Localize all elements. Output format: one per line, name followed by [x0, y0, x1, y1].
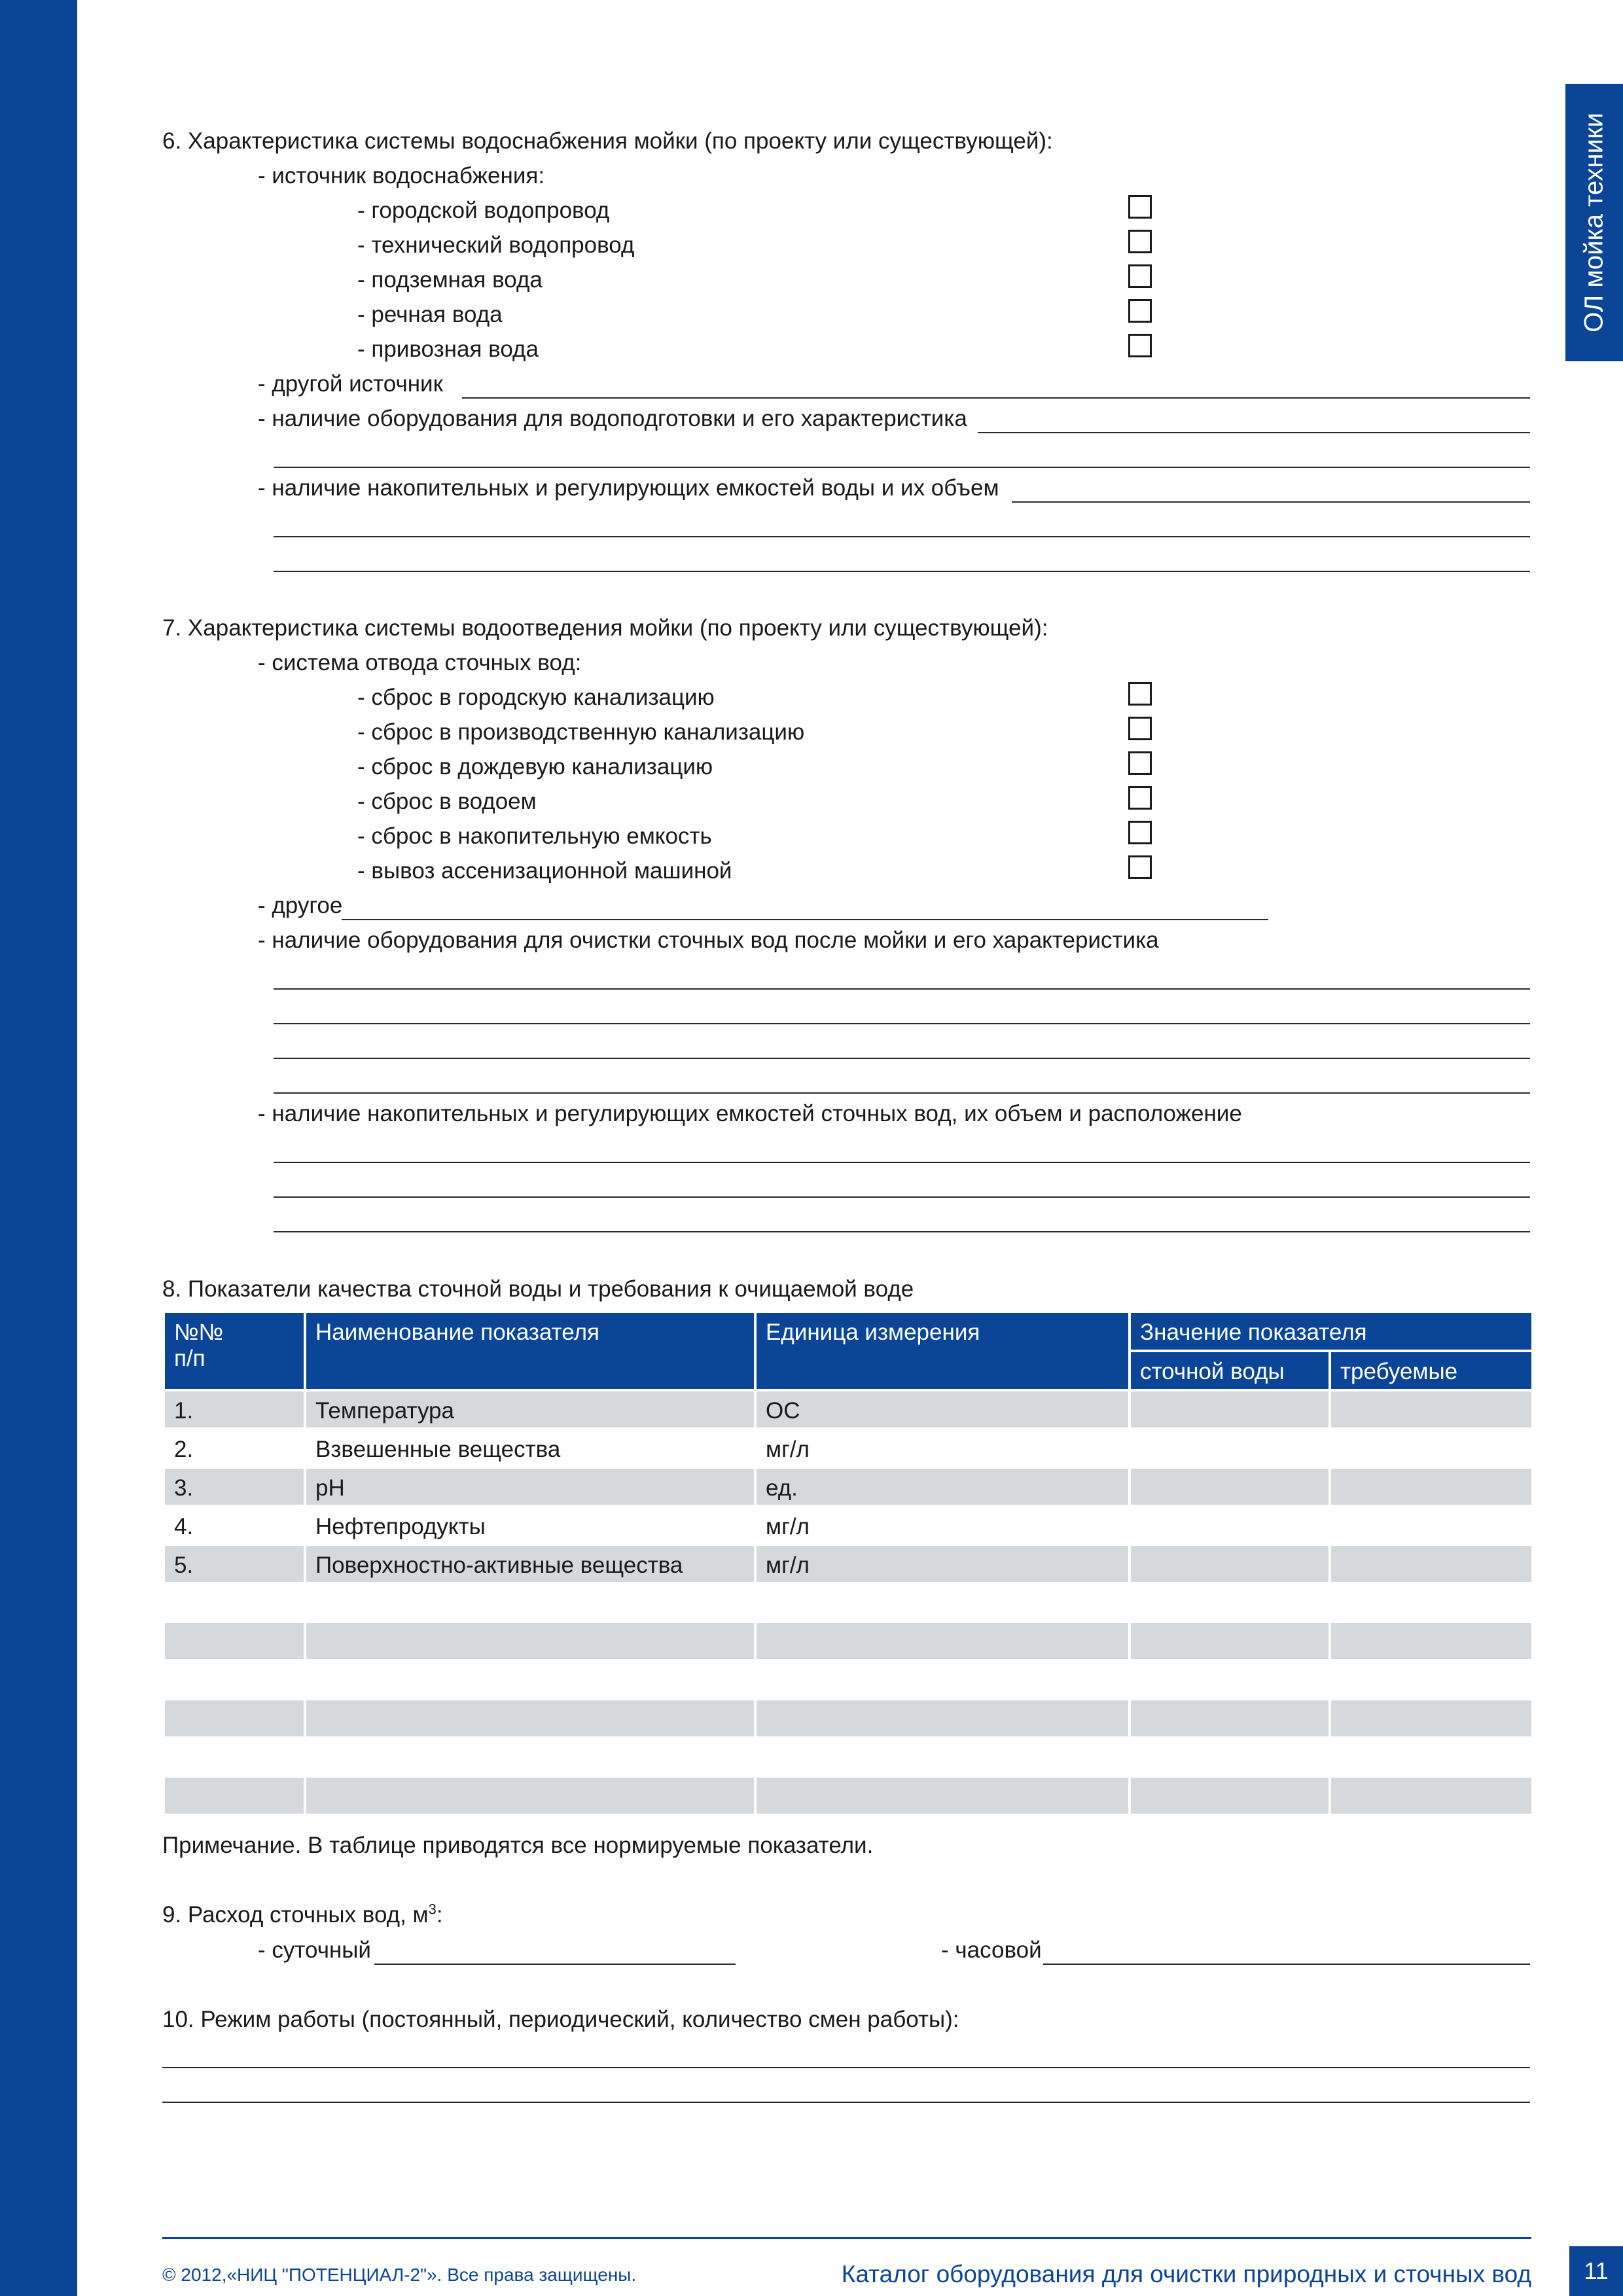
- option-city-sewer: - сброс в городскую канализацию: [357, 685, 715, 710]
- table-header-value-required: требуемые: [1331, 1352, 1531, 1389]
- table-row-2-required-value[interactable]: [1331, 1430, 1531, 1466]
- table-row-1-num: 1.: [165, 1391, 304, 1427]
- daily-flow-label: - суточный: [258, 1937, 371, 1963]
- hourly-flow-field[interactable]: [1043, 1964, 1530, 1965]
- checkbox-city-sewer[interactable]: [1128, 682, 1152, 706]
- water-source-label: - источник водоснабжения:: [258, 163, 545, 188]
- section-8-title: 8. Показатели качества сточной воды и требования к очищаемой воде: [162, 1276, 914, 1302]
- option-storage-tank: - сброс в накопительную емкость: [357, 823, 712, 849]
- wastewater-treatment-field-line-4[interactable]: [274, 1092, 1530, 1094]
- option-delivered-water: - привозная вода: [357, 336, 539, 362]
- table-empty-row-cell[interactable]: [1131, 1623, 1329, 1659]
- table-row-2-name: Взвешенные вещества: [315, 1437, 561, 1462]
- water-treatment-field-line-2[interactable]: [274, 467, 1530, 468]
- section-side-tab-label: ОЛ мойка техники: [1579, 113, 1609, 332]
- table-header-value-waste: сточной воды: [1131, 1352, 1329, 1389]
- section-9-title-colon: :: [436, 1902, 443, 1928]
- water-tanks-label: - наличие накопительных и регулирующих емкостей воды и их объем: [258, 475, 999, 501]
- section-9-title: [162, 1902, 443, 1928]
- wastewater-tanks-field-line-1[interactable]: [274, 1162, 1530, 1163]
- wastewater-treatment-label: - наличие оборудования для очистки сточных вод после мойки и его характеристика: [258, 927, 1159, 953]
- table-row-2-unit: мг/л: [766, 1437, 810, 1462]
- wastewater-treatment-field-line-1[interactable]: [274, 988, 1530, 990]
- table-empty-row-cell[interactable]: [165, 1700, 304, 1736]
- section-6-title: 6. Характеристика системы водоснабжения мойки (по проекту или существующей):: [162, 128, 1053, 154]
- table-header-number-line-1: №№: [174, 1319, 224, 1345]
- table-header-number-line-2: п/п: [174, 1346, 205, 1371]
- checkbox-city-water[interactable]: [1128, 195, 1152, 219]
- checkbox-delivered-water[interactable]: [1128, 334, 1152, 357]
- table-row-2-waste-value[interactable]: [1131, 1430, 1329, 1466]
- option-ground-water: - подземная вода: [357, 267, 543, 293]
- wastewater-tanks-field-line-2[interactable]: [274, 1196, 1530, 1198]
- work-mode-field-line-1[interactable]: [162, 2067, 1530, 2068]
- option-industrial-sewer: - сброс в производственную канализацию: [357, 719, 805, 745]
- table-row-4-unit: мг/л: [766, 1514, 810, 1539]
- checkbox-ground-water[interactable]: [1128, 264, 1152, 288]
- wastewater-treatment-field-line-3[interactable]: [274, 1058, 1530, 1059]
- table-row-3-num: 3.: [165, 1469, 304, 1505]
- work-mode-field-line-2[interactable]: [162, 2102, 1530, 2103]
- other-source-label: - другой источник: [258, 371, 443, 397]
- left-brand-bar: [0, 0, 77, 2296]
- table-empty-row-cell[interactable]: [306, 1778, 754, 1814]
- table-row-4-waste-value[interactable]: [1131, 1507, 1329, 1543]
- water-treatment-field[interactable]: [978, 432, 1530, 433]
- table-empty-row-cell[interactable]: [306, 1623, 754, 1659]
- table-empty-row-cell[interactable]: [1131, 1778, 1329, 1814]
- table-row-3-required-value[interactable]: [1331, 1469, 1531, 1505]
- option-technical-water: - технический водопровод: [357, 232, 635, 258]
- table-empty-row-cell[interactable]: [1331, 1623, 1531, 1659]
- table-row-4-name: Нефтепродукты: [315, 1514, 486, 1539]
- table-row-5-waste-value[interactable]: [1131, 1546, 1329, 1582]
- table-row-1-waste-value[interactable]: [1131, 1391, 1329, 1427]
- other-drainage-field[interactable]: [342, 919, 1268, 920]
- table-row-1-required-value[interactable]: [1331, 1391, 1531, 1427]
- option-storm-sewer: - сброс в дождевую канализацию: [357, 754, 713, 780]
- table-row-3-unit: ед.: [757, 1469, 1128, 1505]
- other-drainage-label: - другое: [258, 893, 343, 918]
- table-header-value: Значение показателя: [1131, 1313, 1531, 1350]
- checkbox-river-water[interactable]: [1128, 299, 1152, 323]
- checkbox-sewage-truck[interactable]: [1128, 855, 1152, 879]
- page-number: 11: [1569, 2246, 1623, 2296]
- section-10-title: 10. Режим работы (постоянный, периодический, количество смен работы):: [162, 2007, 959, 2032]
- option-river-water: - речная вода: [357, 302, 503, 327]
- table-row-4-num: 4.: [174, 1514, 194, 1539]
- table-empty-row-cell[interactable]: [1131, 1700, 1329, 1736]
- table-empty-row-cell[interactable]: [1331, 1778, 1531, 1814]
- daily-flow-field[interactable]: [374, 1964, 736, 1965]
- table-row-5-name: Поверхностно-активные вещества: [306, 1546, 754, 1582]
- table-empty-row-cell[interactable]: [165, 1623, 304, 1659]
- section-9-title-text: 9. Расход сточных вод, м: [162, 1902, 429, 1928]
- option-water-body: - сброс в водоем: [357, 789, 537, 814]
- checkbox-storm-sewer[interactable]: [1128, 751, 1152, 775]
- footer-catalog-title: Каталог оборудования для очистки природных и сточных вод: [841, 2261, 1531, 2287]
- drainage-system-label: - система отвода сточных вод:: [258, 650, 582, 675]
- section-9-title-superscript: 3: [428, 1901, 437, 1918]
- option-sewage-truck: - вывоз ассенизационной машиной: [357, 858, 732, 884]
- footer-divider: [162, 2237, 1531, 2239]
- table-empty-row-cell[interactable]: [757, 1700, 1128, 1736]
- table-empty-row-cell[interactable]: [757, 1623, 1128, 1659]
- table-empty-row-cell[interactable]: [165, 1778, 304, 1814]
- footer-copyright: © 2012,«НИЦ "ПОТЕНЦИАЛ-2"». Все права защищены.: [162, 2265, 637, 2285]
- table-row-3-name: pH: [306, 1469, 754, 1505]
- table-row-5-unit: мг/л: [757, 1546, 1128, 1582]
- checkbox-storage-tank[interactable]: [1128, 821, 1152, 844]
- table-row-3-waste-value[interactable]: [1131, 1469, 1329, 1505]
- table-row-5-num: 5.: [165, 1546, 304, 1582]
- table-header-number: [165, 1313, 304, 1389]
- wastewater-treatment-field-line-2[interactable]: [274, 1023, 1530, 1024]
- table-empty-row-cell[interactable]: [306, 1700, 754, 1736]
- table-row-2-num: 2.: [174, 1437, 194, 1462]
- table-note: Примечание. В таблице приводятся все нормируемые показатели.: [162, 1833, 874, 1858]
- checkbox-technical-water[interactable]: [1128, 230, 1152, 253]
- water-tanks-field-line-3[interactable]: [274, 571, 1530, 572]
- wastewater-tanks-field-line-3[interactable]: [274, 1231, 1530, 1232]
- table-header-unit: Единица измерения: [757, 1313, 1128, 1389]
- table-row-1-name: Температура: [306, 1391, 754, 1427]
- option-city-water: - городской водопровод: [357, 198, 610, 223]
- water-tanks-field-line-2[interactable]: [274, 536, 1530, 537]
- other-source-field[interactable]: [462, 397, 1530, 399]
- hourly-flow-label: - часовой: [941, 1937, 1042, 1963]
- table-header-name: Наименование показателя: [306, 1313, 754, 1389]
- table-empty-row-cell[interactable]: [1331, 1700, 1531, 1736]
- water-treatment-label: - наличие оборудования для водоподготовки и его характеристика: [258, 406, 967, 431]
- table-empty-row-cell[interactable]: [757, 1778, 1128, 1814]
- checkbox-industrial-sewer[interactable]: [1128, 717, 1152, 740]
- water-tanks-field[interactable]: [1012, 501, 1530, 503]
- checkbox-water-body[interactable]: [1128, 786, 1152, 810]
- wastewater-tanks-label: - наличие накопительных и регулирующих емкостей сточных вод, их объем и расположение: [258, 1101, 1242, 1126]
- table-row-1-unit: ОС: [757, 1391, 1128, 1427]
- table-row-4-required-value[interactable]: [1331, 1507, 1531, 1543]
- section-7-title: 7. Характеристика системы водоотведения мойки (по проекту или существующей):: [162, 615, 1048, 641]
- table-row-5-required-value[interactable]: [1331, 1546, 1531, 1582]
